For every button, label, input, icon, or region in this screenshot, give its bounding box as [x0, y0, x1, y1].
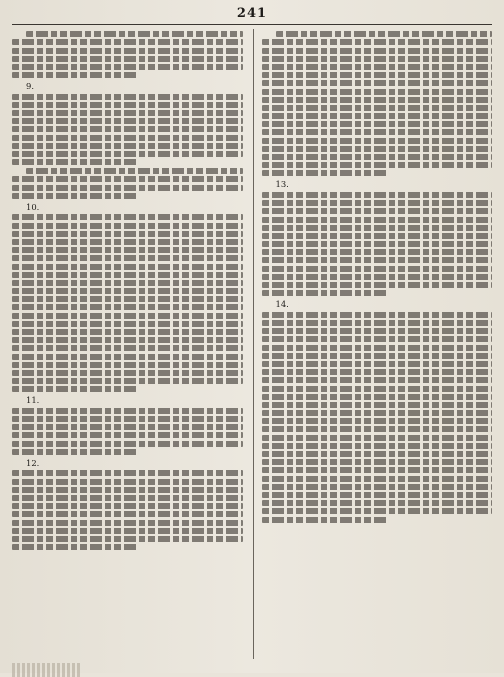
- illegible-text-line: [262, 369, 493, 375]
- illegible-text-line: [262, 290, 389, 296]
- paragraph: [262, 179, 493, 296]
- illegible-text-line: [12, 280, 243, 286]
- illegible-text-line: [12, 72, 139, 78]
- illegible-text-line: [12, 56, 243, 62]
- illegible-text-line: [12, 239, 243, 245]
- illegible-text-line: [262, 217, 493, 223]
- paragraph-number: 14.: [275, 299, 289, 310]
- illegible-text-line: [262, 154, 493, 160]
- illegible-text-line: [12, 362, 243, 368]
- illegible-text-line: [12, 39, 243, 45]
- illegible-text-line: [262, 377, 493, 383]
- illegible-text-line: [262, 200, 493, 206]
- illegible-text-line: [12, 159, 139, 165]
- illegible-text-line: [262, 435, 493, 441]
- illegible-text-line: [262, 97, 493, 103]
- text-columns: [12, 29, 492, 659]
- illegible-text-line: [262, 345, 493, 351]
- paragraph: [262, 31, 493, 176]
- illegible-text-line: [12, 441, 243, 447]
- illegible-text-line: [12, 432, 243, 438]
- illegible-text-line: [12, 345, 243, 351]
- illegible-text-line: [12, 231, 243, 237]
- illegible-text-line: [12, 337, 243, 343]
- paragraph-number: 9.: [26, 81, 34, 92]
- paragraph: [12, 395, 243, 455]
- illegible-text-line: [262, 500, 493, 506]
- paragraph: [12, 458, 243, 550]
- paragraph-number: 12.: [26, 457, 40, 468]
- illegible-text-line: [26, 168, 243, 174]
- illegible-text-line: [262, 361, 493, 367]
- illegible-text-line: [262, 508, 493, 514]
- paragraph: [12, 202, 243, 393]
- illegible-text-line: [12, 223, 243, 229]
- illegible-text-line: [12, 321, 243, 327]
- paragraph: [12, 31, 243, 78]
- illegible-text-line: [262, 170, 389, 176]
- illegible-text-line: [12, 487, 243, 493]
- illegible-text-line: [12, 214, 243, 220]
- illegible-text-line: [12, 511, 243, 517]
- paragraph: [12, 168, 243, 199]
- illegible-text-line: [262, 257, 493, 263]
- illegible-text-line: [12, 176, 243, 182]
- illegible-text-line: [12, 329, 243, 335]
- illegible-text-line: [262, 492, 493, 498]
- illegible-text-line: [12, 272, 243, 278]
- illegible-text-line: [262, 336, 493, 342]
- illegible-text-line: [262, 266, 493, 272]
- illegible-text-line: [12, 536, 243, 542]
- illegible-text-line: [12, 470, 243, 476]
- illegible-text-line: [276, 31, 493, 37]
- illegible-text-line: [12, 528, 243, 534]
- illegible-text-line: [262, 138, 493, 144]
- illegible-text-line: [12, 479, 243, 485]
- illegible-text-line: [12, 313, 243, 319]
- illegible-text-line: [12, 247, 243, 253]
- illegible-text-line: [262, 394, 493, 400]
- illegible-text-line: [262, 312, 493, 318]
- illegible-text-line: [262, 451, 493, 457]
- illegible-text-line: [12, 416, 243, 422]
- illegible-text-line: [262, 64, 493, 70]
- illegible-text-line: [262, 72, 493, 78]
- right-column: [253, 29, 493, 659]
- illegible-text-line: [12, 370, 243, 376]
- illegible-text-line: [262, 328, 493, 334]
- illegible-text-line: [12, 264, 243, 270]
- illegible-text-line: [262, 282, 493, 288]
- illegible-text-line: [262, 241, 493, 247]
- page-number: 241: [236, 6, 268, 21]
- illegible-text-line: [12, 520, 243, 526]
- illegible-text-line: [262, 386, 493, 392]
- paragraph-number: 11.: [26, 395, 40, 406]
- illegible-text-line: [12, 151, 243, 157]
- illegible-text-line: [262, 80, 493, 86]
- illegible-text-line: [12, 288, 243, 294]
- illegible-text-line: [262, 225, 493, 231]
- illegible-text-line: [262, 426, 493, 432]
- illegible-text-line: [262, 249, 493, 255]
- illegible-text-line: [262, 459, 493, 465]
- illegible-text-line: [12, 64, 243, 70]
- illegible-text-line: [262, 233, 493, 239]
- illegible-text-line: [12, 135, 243, 141]
- illegible-text-line: [26, 31, 243, 37]
- illegible-text-line: [262, 484, 493, 490]
- header-rule: [12, 24, 492, 25]
- illegible-text-line: [262, 105, 493, 111]
- illegible-text-line: [12, 304, 243, 310]
- illegible-text-line: [12, 449, 139, 455]
- paragraph-number: 13.: [275, 179, 289, 190]
- illegible-text-line: [262, 121, 493, 127]
- illegible-text-line: [262, 353, 493, 359]
- paragraph: [12, 81, 243, 165]
- illegible-text-line: [262, 402, 493, 408]
- illegible-text-line: [262, 89, 493, 95]
- illegible-text-line: [262, 476, 493, 482]
- left-column: [12, 29, 243, 659]
- illegible-text-line: [262, 56, 493, 62]
- illegible-text-line: [262, 146, 493, 152]
- illegible-text-line: [262, 418, 493, 424]
- illegible-text-line: [12, 102, 243, 108]
- paragraph: [262, 299, 493, 522]
- illegible-text-line: [262, 320, 493, 326]
- illegible-text-line: [262, 274, 493, 280]
- illegible-text-line: [12, 503, 243, 509]
- illegible-text-line: [262, 208, 493, 214]
- illegible-text-line: [12, 118, 243, 124]
- illegible-text-line: [262, 113, 493, 119]
- illegible-text-line: [12, 296, 243, 302]
- illegible-text-line: [262, 443, 493, 449]
- illegible-text-line: [262, 410, 493, 416]
- illegible-text-line: [12, 110, 243, 116]
- illegible-text-line: [262, 129, 493, 135]
- illegible-text-line: [12, 143, 243, 149]
- illegible-text-line: [262, 192, 493, 198]
- illegible-text-line: [262, 162, 493, 168]
- illegible-text-line: [12, 408, 243, 414]
- illegible-text-line: [12, 185, 243, 191]
- illegible-text-line: [262, 467, 493, 473]
- illegible-text-line: [12, 424, 243, 430]
- illegible-text-line: [12, 126, 243, 132]
- library-stamp: [12, 663, 82, 677]
- illegible-text-line: [262, 48, 493, 54]
- paragraph-number: 10.: [26, 201, 40, 212]
- illegible-text-line: [12, 544, 139, 550]
- illegible-text-line: [12, 354, 243, 360]
- illegible-text-line: [12, 193, 139, 199]
- illegible-text-line: [12, 378, 243, 384]
- illegible-text-line: [262, 517, 389, 523]
- illegible-text-line: [12, 94, 243, 100]
- illegible-text-line: [12, 48, 243, 54]
- illegible-text-line: [12, 495, 243, 501]
- illegible-text-line: [12, 386, 139, 392]
- illegible-text-line: [12, 255, 243, 261]
- illegible-text-line: [262, 39, 493, 45]
